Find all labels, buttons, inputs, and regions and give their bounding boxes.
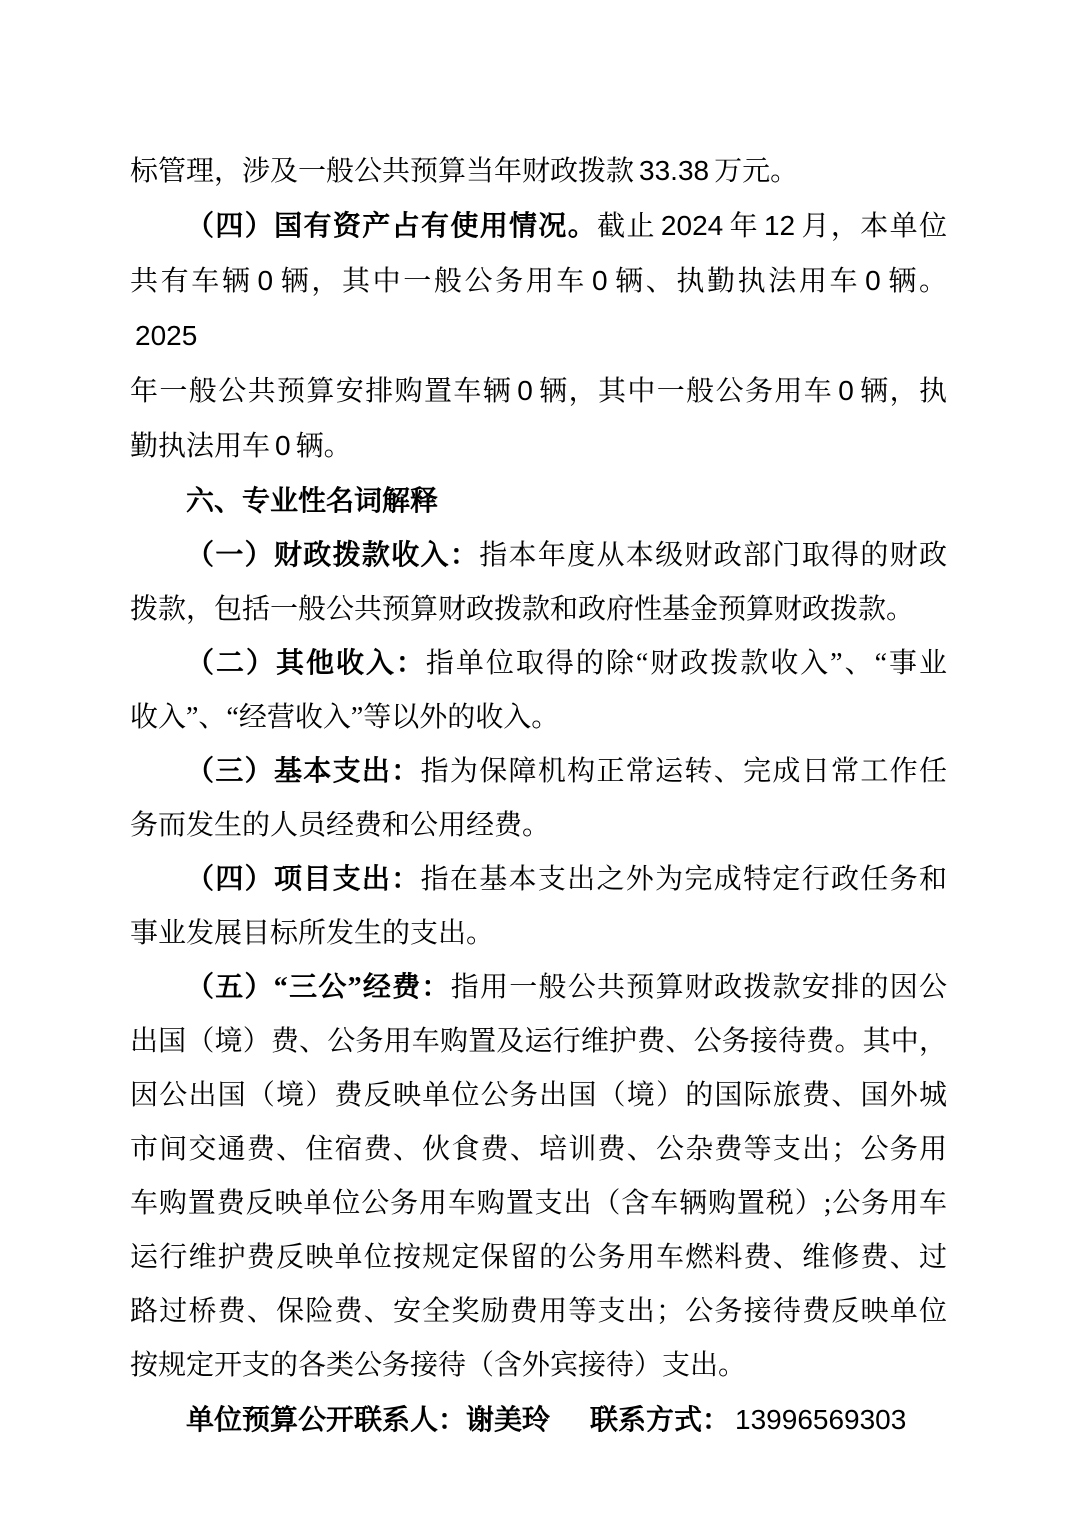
- text-line: [130, 1015, 947, 1069]
- text-line: [130, 691, 947, 745]
- number-text: 33.38: [639, 155, 710, 186]
- number-text: 0: [865, 265, 881, 296]
- text-line: [130, 1339, 947, 1393]
- text-segment: 辆，其中一般公务用车: [278, 266, 587, 297]
- text-line: [130, 254, 947, 364]
- text-segment: （五）“三公”经费：: [186, 972, 451, 1003]
- text-segment: 车购置费反映单位公务用车购置支出（含车辆购置税）;公务用车: [130, 1188, 947, 1219]
- number-text: 13996569303: [735, 1404, 907, 1435]
- text-line: [130, 1231, 947, 1285]
- number-text: 12: [763, 210, 796, 241]
- text-line: [130, 474, 947, 529]
- text-segment: 拨款，包括一般公共预算财政拨款和政府性基金预算财政拨款。: [130, 594, 915, 625]
- text-segment: 共有车辆: [130, 266, 253, 297]
- text-line: [130, 529, 947, 583]
- text-segment: 截止: [597, 211, 656, 242]
- text-line: [130, 1393, 947, 1448]
- text-segment: 按规定开支的各类公务接待（含外宾接待）支出。: [130, 1350, 747, 1381]
- number-text: 0: [591, 265, 608, 296]
- text-segment: 运行维护费反映单位按规定保留的公务用车燃料费、维修费、过: [130, 1242, 947, 1273]
- text-segment: 辆，执: [858, 376, 947, 407]
- text-segment: 辆、执勤执法用车: [612, 266, 861, 297]
- text-segment: 勤执法用车: [130, 431, 271, 462]
- text-line: [130, 419, 947, 474]
- text-segment: 年一般公共预算安排购置车辆: [130, 376, 513, 407]
- text-segment: 指单位取得的除“财政拨款收入”、“事业: [425, 648, 947, 679]
- text-segment: 指为保障机构正常运转、完成日常工作任: [420, 756, 947, 787]
- text-line: [130, 907, 947, 961]
- text-segment: 市间交通费、住宿费、伙食费、培训费、公杂费等支出；公务用: [130, 1134, 947, 1165]
- text-segment: （二）其他收入：: [186, 648, 426, 679]
- number-text: 2025: [135, 320, 198, 351]
- text-segment: 辆，其中一般公务用车: [537, 376, 834, 407]
- text-line: [130, 1285, 947, 1339]
- text-segment: 因公出国（境）费反映单位公务出国（境）的国际旅费、国外城: [130, 1080, 947, 1111]
- text-segment: 路过桥费、保险费、安全奖励费用等支出；公务接待费反映单位: [130, 1296, 947, 1327]
- text-segment: 单位预算公开联系人：谢美玲: [186, 1405, 551, 1436]
- number-text: 0: [275, 430, 291, 461]
- text-line: [130, 637, 947, 691]
- text-segment: 指用一般公共预算财政拨款安排的因公: [450, 972, 947, 1003]
- text-line: [130, 1123, 947, 1177]
- text-segment: （一）财政拨款收入：: [186, 540, 480, 571]
- text-segment: 事业发展目标所发生的支出。: [130, 918, 495, 949]
- text-segment: 万元。: [714, 156, 799, 187]
- text-line: [130, 364, 947, 419]
- section-heading: 六、专业性名词解释: [186, 485, 439, 516]
- text-line: [130, 853, 947, 907]
- document-text: [130, 144, 947, 1448]
- text-segment: 辆。: [295, 431, 352, 462]
- text-line: [130, 745, 947, 799]
- text-line: [130, 583, 947, 637]
- text-segment: 月，本单位: [800, 211, 947, 242]
- text-segment: 指本年度从本级财政部门取得的财政: [479, 540, 947, 571]
- number-text: 0: [517, 375, 533, 406]
- text-line: [130, 1177, 947, 1231]
- number-text: 0: [257, 265, 274, 296]
- text-segment: 年: [728, 211, 759, 242]
- text-segment: 出国（境）费、公务用车购置及运行维护费、公务接待费。其中，: [130, 1026, 947, 1057]
- number-text: 2024: [660, 210, 724, 241]
- text-segment: （三）基本支出：: [186, 756, 421, 787]
- text-segment: 联系方式：: [590, 1405, 731, 1436]
- text-line: [130, 199, 947, 254]
- number-text: 0: [838, 375, 854, 406]
- text-segment: 指在基本支出之外为完成特定行政任务和: [420, 864, 947, 895]
- text-segment: （四）项目支出：: [186, 864, 421, 895]
- text-segment: 务而发生的人员经费和公用经费。: [130, 810, 551, 841]
- text-line: [130, 799, 947, 853]
- text-segment: 收入”、“经营收入”等以外的收入。: [130, 702, 560, 733]
- text-line: [130, 1069, 947, 1123]
- text-segment: 标管理，涉及一般公共预算当年财政拨款: [130, 156, 635, 187]
- text-line: [130, 961, 947, 1015]
- text-line: [130, 144, 947, 199]
- text-segment: （四）国有资产占有使用情况。: [186, 211, 598, 242]
- text-segment: 辆。: [885, 266, 947, 297]
